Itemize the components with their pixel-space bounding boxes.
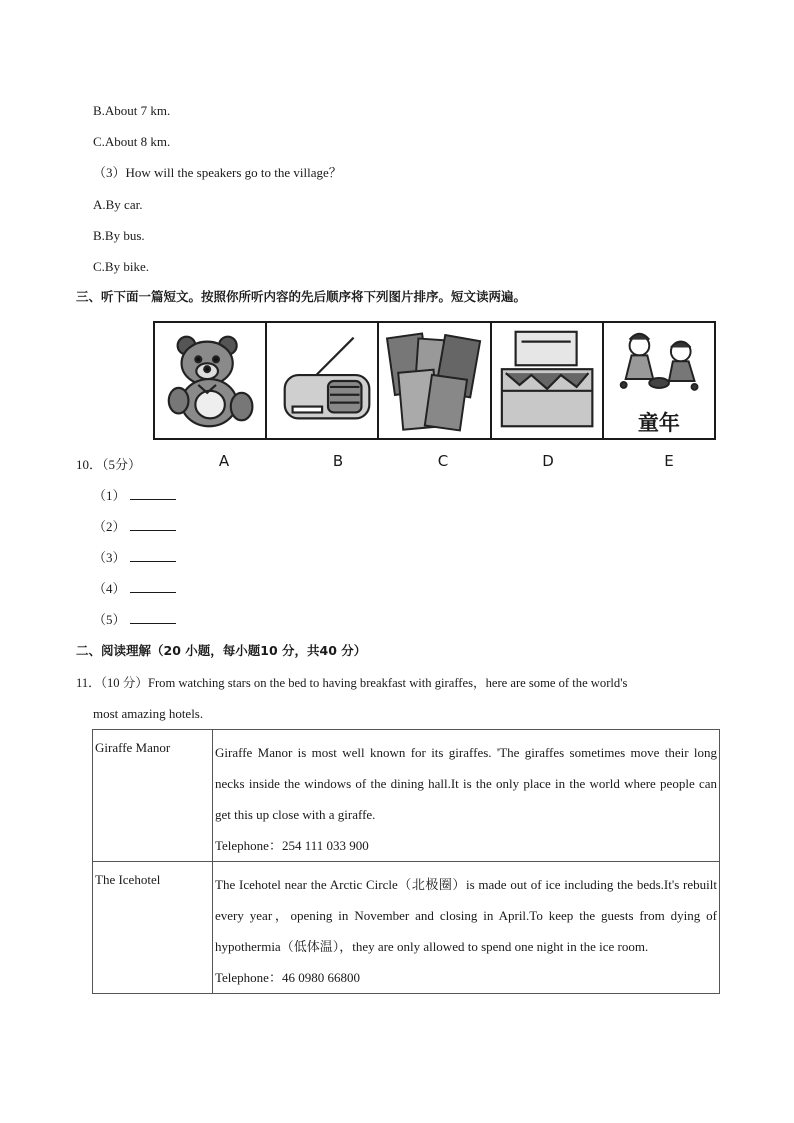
picture-label-e: E bbox=[664, 452, 674, 470]
answer-line[interactable] bbox=[130, 486, 176, 500]
picture-label-d: D bbox=[542, 452, 554, 470]
q10-blank-5 bbox=[93, 610, 176, 629]
answer-line[interactable] bbox=[130, 610, 176, 624]
table-row bbox=[93, 862, 720, 994]
q9-option-b: B.About 7 km. bbox=[93, 103, 171, 118]
picture-e bbox=[604, 323, 714, 438]
q9-sub3-question: （3）How will the speakers go to the village？ bbox=[93, 165, 342, 180]
q11-intro-line2: most amazing hotels. bbox=[93, 706, 204, 721]
answer-line[interactable] bbox=[130, 548, 176, 562]
hotel-description: Giraffe Manor is most well known for its giraffes. 'The giraffes sometimes move their long necks inside the windows of the dining hall.It is the only place in the world where people can get this up close with a giraffe. bbox=[215, 745, 717, 822]
teddy-bear-icon bbox=[155, 323, 265, 438]
q9-option-c: C.About 8 km. bbox=[93, 134, 171, 149]
blank-number: （3） bbox=[93, 550, 126, 565]
blank-number: （2） bbox=[93, 519, 126, 534]
hotel-description: The Icehotel near the Arctic Circle（北极圈）is made out of ice including the beds.It's rebuilt every year，opening in November and closing in April.To keep the guests from dying of hypothermia（低体温），they are only allowed to spend one night in the ice room. bbox=[215, 877, 717, 954]
q9-sub3-option-b: B.By bus. bbox=[93, 228, 145, 243]
reading-heading: 二、阅读理解（20 小题，每小题10 分，共40 分） bbox=[76, 643, 367, 658]
hotel-name: The Icehotel bbox=[93, 862, 213, 994]
blank-number: （4） bbox=[93, 581, 126, 596]
radio-icon bbox=[267, 323, 377, 438]
q10-blank-2 bbox=[93, 517, 176, 536]
picture-label-b: B bbox=[332, 452, 344, 470]
picture-label-c: C bbox=[437, 452, 449, 470]
hotel-name: Giraffe Manor bbox=[93, 730, 213, 862]
picture-d bbox=[492, 323, 604, 438]
q10-label: 10．（5分） bbox=[76, 457, 142, 472]
section3-heading: 三、听下面一篇短文。按照你所听内容的先后顺序将下列图片排序。短文读两遍。 bbox=[76, 289, 527, 304]
blank-number: （1） bbox=[93, 488, 126, 503]
q10-blank-1 bbox=[93, 486, 176, 505]
picture-label-a: A bbox=[218, 452, 230, 470]
hotel-telephone: Telephone：254 111 033 900 bbox=[215, 838, 369, 853]
picture-c bbox=[379, 323, 491, 438]
answer-line[interactable] bbox=[130, 517, 176, 531]
picture-strip bbox=[153, 321, 716, 440]
picture-e-caption: 童年 bbox=[637, 411, 680, 435]
q10-blank-4 bbox=[93, 579, 176, 598]
chest-icon bbox=[492, 323, 602, 438]
table-row bbox=[93, 730, 720, 862]
picture-a bbox=[155, 323, 267, 438]
blank-number: （5） bbox=[93, 612, 126, 627]
answer-line[interactable] bbox=[130, 579, 176, 593]
q9-sub3-option-c: C.By bike. bbox=[93, 259, 149, 274]
q10-blank-3 bbox=[93, 548, 176, 567]
hotels-table bbox=[92, 729, 720, 994]
q11-intro-line1: 11．（10 分）From watching stars on the bed to having breakfast with giraffes，here are some of the world's bbox=[76, 676, 628, 690]
hotel-description-cell bbox=[213, 730, 720, 862]
picture-b bbox=[267, 323, 379, 438]
hotel-telephone: Telephone：46 0980 66800 bbox=[215, 970, 360, 985]
photos-icon bbox=[379, 323, 489, 438]
q9-sub3-option-a: A.By car. bbox=[93, 197, 143, 212]
hotel-description-cell bbox=[213, 862, 720, 994]
